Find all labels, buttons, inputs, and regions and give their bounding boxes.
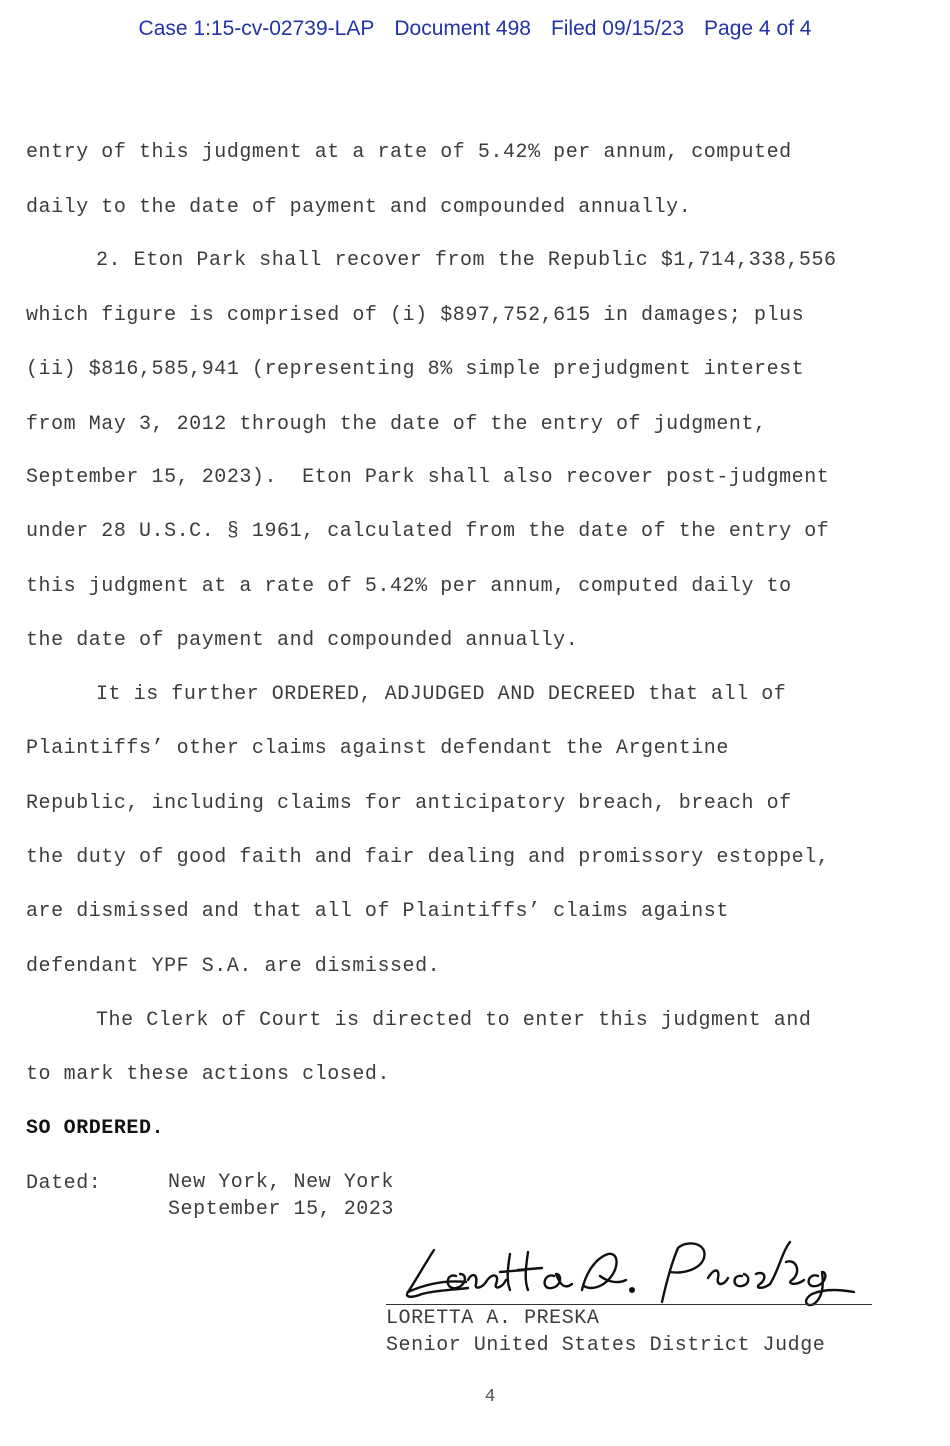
body-line: the duty of good faith and fair dealing and promissory estoppel, [26,846,830,869]
judge-signature [386,1232,886,1312]
body-line: It is further ORDERED, ADJUDGED AND DECREED that all of [96,683,787,706]
body-line: entry of this judgment at a rate of 5.42% per annum, computed [26,141,792,164]
body-line: 2. Eton Park shall recover from the Republic $1,714,338,556 [96,249,837,272]
judge-name: LORETTA A. PRESKA [386,1307,600,1330]
body-line: which figure is comprised of (i) $897,752,615 in damages; plus [26,304,805,327]
judge-title: Senior United States District Judge [386,1334,826,1357]
dated-place: New York, New York [168,1171,394,1194]
dated-date: September 15, 2023 [168,1198,394,1221]
body-line: Plaintiffs’ other claims against defendant the Argentine [26,737,729,760]
document-number: Document 498 [394,17,531,40]
body-line: defendant YPF S.A. are dismissed. [26,955,441,978]
body-line: under 28 U.S.C. § 1961, calculated from the date of the entry of [26,520,830,543]
body-line: to mark these actions closed. [26,1063,391,1086]
case-number: Case 1:15-cv-02739-LAP [138,17,375,40]
body-line: (ii) $816,585,941 (representing 8% simple prejudgment interest [26,358,805,381]
so-ordered: SO ORDERED. [26,1117,165,1140]
body-line: the date of payment and compounded annually. [26,629,579,652]
case-header [0,17,950,41]
body-line: are dismissed and that all of Plaintiffs’ claims against [26,900,729,923]
page-indicator: Page 4 of 4 [704,17,812,40]
filed-date: Filed 09/15/23 [550,17,685,40]
body-line: Republic, including claims for anticipatory breach, breach of [26,792,792,815]
body-line: September 15, 2023). Eton Park shall also recover post-judgment [26,466,830,489]
page-number: 4 [484,1387,496,1407]
signature-line [386,1304,872,1305]
body-line: The Clerk of Court is directed to enter this judgment and [96,1009,812,1032]
body-line: daily to the date of payment and compounded annually. [26,196,692,219]
dated-label: Dated: [26,1172,102,1195]
body-line: from May 3, 2012 through the date of the entry of judgment, [26,413,767,436]
body-line: this judgment at a rate of 5.42% per annum, computed daily to [26,575,792,598]
